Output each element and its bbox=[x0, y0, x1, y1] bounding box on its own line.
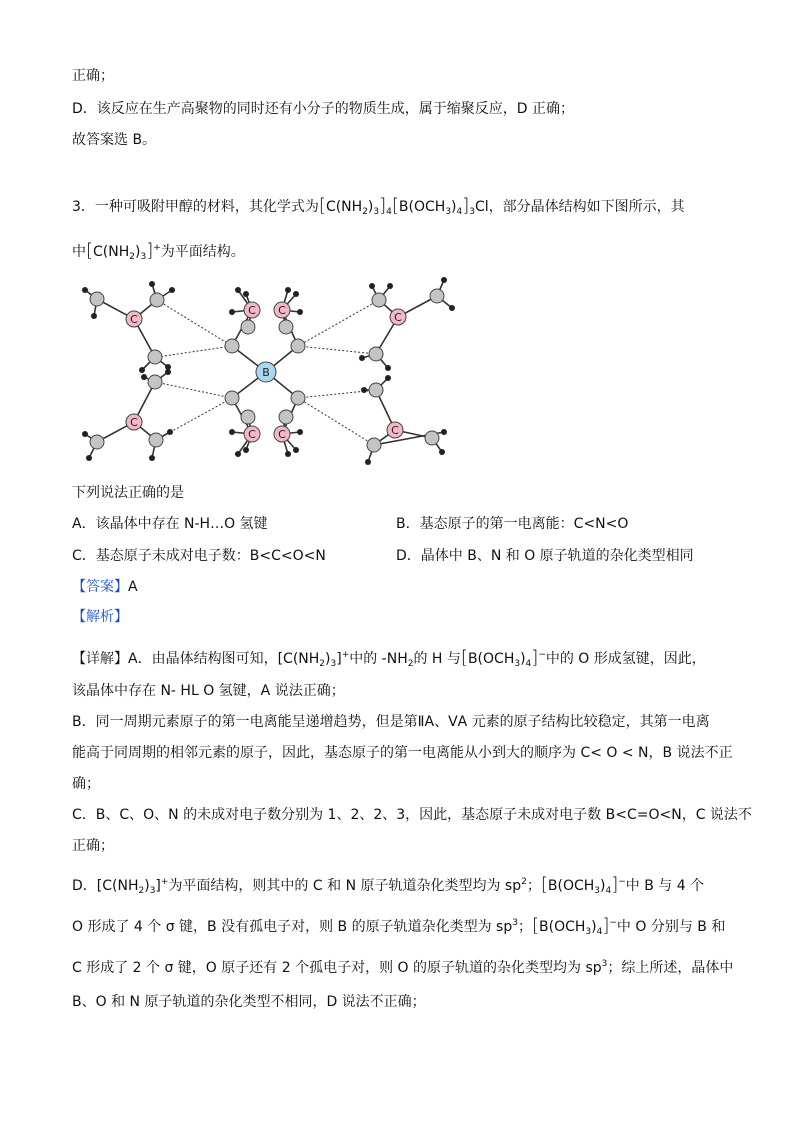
formula-text: ] bbox=[336, 651, 342, 667]
question-text: 3．一种可吸附甲醇的材料，其化学式为 bbox=[72, 199, 319, 215]
question-stem: 下列说法正确的是 bbox=[72, 485, 184, 501]
formula-text: [C(NH bbox=[277, 651, 320, 667]
atom-label: C bbox=[130, 313, 138, 326]
hydrogen-atom bbox=[82, 431, 88, 437]
bracket: [ bbox=[391, 195, 399, 216]
formula-text: ) bbox=[451, 199, 457, 215]
nitrogen-atom bbox=[148, 350, 162, 364]
bracket: ] bbox=[602, 915, 610, 936]
superscript: − bbox=[618, 877, 626, 887]
formula-text: B(OCH bbox=[547, 878, 595, 894]
explain-b-line-2: 能高于同周期的相邻元素的原子，因此，基态原子的第一电离能从小到大的顺序为 C< O < N，B 说法不正 bbox=[72, 745, 733, 761]
explain-text: 中的 O 形成氢键，因此， bbox=[545, 651, 706, 667]
bracket: ] bbox=[531, 647, 539, 668]
hydrogen-bond bbox=[298, 398, 374, 445]
bracket: [ bbox=[540, 874, 548, 895]
subscript: 3 bbox=[585, 927, 592, 937]
hydrogen-atom bbox=[243, 291, 249, 297]
nitrogen-atom bbox=[149, 433, 163, 447]
hydrogen-bond bbox=[157, 346, 232, 357]
subscript: 3 bbox=[373, 207, 380, 217]
nitrogen-atom bbox=[150, 293, 164, 307]
formula-text: C(NH bbox=[325, 199, 363, 215]
hydrogen-atom bbox=[82, 287, 88, 293]
oxygen-atom bbox=[279, 410, 293, 424]
nitrogen-atom bbox=[369, 383, 383, 397]
nitrogen-atom bbox=[425, 431, 439, 445]
nitrogen-atom bbox=[430, 289, 444, 303]
question-text: 为平面结构。 bbox=[160, 244, 245, 260]
question-line-1 bbox=[72, 196, 685, 222]
hydrogen-atom bbox=[229, 309, 235, 315]
hydrogen-atom bbox=[293, 291, 299, 297]
answer-label: 【答案】 bbox=[72, 579, 128, 595]
subscript: 4 bbox=[525, 659, 532, 669]
subscript: 4 bbox=[605, 886, 612, 896]
subscript: 2 bbox=[129, 252, 136, 262]
explain-text: C 形成了 2 个 σ 键，O 原子还有 2 个孤电子对，则 O 的原子轨道的杂化类型均为 sp bbox=[72, 960, 602, 976]
explain-d-line-1 bbox=[72, 872, 704, 901]
hydrogen-bond bbox=[298, 300, 379, 346]
hydrogen-atom bbox=[365, 459, 371, 465]
bracket: ] bbox=[146, 240, 154, 261]
formula-text: ) bbox=[591, 919, 597, 935]
hydrogen-bond bbox=[155, 382, 232, 398]
superscript: − bbox=[538, 650, 546, 660]
formula-text: ) bbox=[520, 651, 526, 667]
oxygen-atom bbox=[241, 410, 255, 424]
explain-text: ；综上所述，晶体中 bbox=[607, 960, 734, 976]
explain-d-line-3 bbox=[72, 954, 733, 978]
detail-label: 【详解】 bbox=[72, 651, 128, 667]
hydrogen-atom bbox=[293, 447, 299, 453]
subscript: 3 bbox=[330, 659, 337, 669]
subscript: 2 bbox=[319, 659, 326, 669]
explain-text: ； bbox=[517, 919, 532, 935]
explain-text: 的 H 与 bbox=[413, 651, 461, 667]
option-d: D．晶体中 B、N 和 O 原子轨道的杂化类型相同 bbox=[396, 548, 694, 564]
atom-label: C bbox=[391, 424, 399, 437]
hydrogen-atom bbox=[229, 429, 235, 435]
hydrogen-atom bbox=[235, 287, 241, 293]
hydrogen-atom bbox=[297, 429, 303, 435]
hydrogen-atom bbox=[235, 451, 241, 457]
explain-b-line-1: B．同一周期元素原子的第一电离能呈递增趋势，但是第ⅡA、ⅤA 元素的原子结构比较稳定，其第一电离 bbox=[72, 714, 710, 730]
answer-value: A bbox=[128, 579, 138, 595]
hydrogen-atom bbox=[387, 283, 393, 289]
explain-d-line-2 bbox=[72, 913, 725, 942]
hydrogen-atom bbox=[167, 429, 173, 435]
explain-a-line-1 bbox=[72, 645, 706, 674]
hydrogen-atom bbox=[285, 287, 291, 293]
nitrogen-atom bbox=[369, 347, 383, 361]
explain-text: 为平面结构，则其中的 C 和 N 原子轨道杂化类型均为 sp bbox=[168, 878, 522, 894]
hydrogen-atom bbox=[359, 355, 365, 361]
analysis-label bbox=[72, 607, 128, 627]
explain-b-line-3: 确； bbox=[72, 776, 100, 792]
crystal-structure-diagram bbox=[72, 272, 472, 468]
explain-text: 中 B 与 4 个 bbox=[625, 878, 705, 894]
bracket: ] bbox=[462, 195, 470, 216]
atom-label: C bbox=[278, 304, 286, 317]
formula-text: Cl bbox=[475, 199, 489, 215]
formula-text: ) bbox=[600, 878, 606, 894]
hydrogen-bond bbox=[157, 300, 232, 346]
explain-c-line-1: C．B、C、O、N 的未成对电子数分别为 1、2、2、3，因此，基态原子未成对电子数 B<C=O<N，C 说法不 bbox=[72, 807, 752, 823]
nitrogen-atom bbox=[148, 375, 162, 389]
nitrogen-atom bbox=[372, 293, 386, 307]
formula-text: ) bbox=[144, 878, 150, 894]
hydrogen-atom bbox=[86, 455, 92, 461]
hydrogen-atom bbox=[139, 367, 145, 373]
explain-text: D． bbox=[72, 878, 97, 894]
bracket: [ bbox=[531, 915, 540, 936]
hydrogen-atom bbox=[369, 283, 375, 289]
atom-label: C bbox=[394, 311, 402, 324]
bracket: [ bbox=[318, 195, 326, 216]
oxygen-atom bbox=[225, 391, 239, 405]
hydrogen-atom bbox=[165, 369, 171, 375]
text-line: 故答案选 B。 bbox=[72, 132, 157, 148]
hydrogen-atom bbox=[149, 281, 155, 287]
option-b: B．基态原子的第一电离能：C<N<O bbox=[396, 516, 629, 532]
hydrogen-atom bbox=[441, 277, 447, 283]
formula-text: [C(NH bbox=[96, 878, 139, 894]
subscript: 3 bbox=[514, 659, 521, 669]
bracket: ] bbox=[611, 874, 619, 895]
superscript: + bbox=[153, 243, 161, 253]
explain-text: 中 O 分别与 B 和 bbox=[616, 919, 726, 935]
subscript: 2 bbox=[138, 886, 145, 896]
text-line: 正确； bbox=[72, 68, 114, 84]
formula-text: B(OCH bbox=[539, 919, 586, 935]
subscript: 4 bbox=[596, 927, 603, 937]
superscript: 2 bbox=[521, 877, 527, 887]
formula-text: C(NH bbox=[93, 244, 130, 260]
option-c: C．基态原子未成对电子数：B<C<O<N bbox=[72, 548, 326, 564]
oxygen-atom bbox=[241, 320, 255, 334]
hydrogen-atom bbox=[243, 447, 249, 453]
answer-line bbox=[72, 577, 138, 597]
hydrogen-atom bbox=[385, 365, 391, 371]
explain-text: A．由晶体结构图可知， bbox=[128, 651, 278, 667]
oxygen-atom bbox=[225, 339, 239, 353]
nitrogen-atom bbox=[90, 435, 104, 449]
explain-a-line-2: 该晶体中存在 N- HL O 氢键，A 说法正确； bbox=[72, 683, 345, 699]
atom-label: C bbox=[248, 428, 256, 441]
subscript: 4 bbox=[386, 207, 392, 217]
hydrogen-atom bbox=[169, 287, 175, 293]
bracket: [ bbox=[460, 647, 468, 668]
explain-d-line-4: B、O 和 N 原子轨道的杂化类型不相同，D 说法不正确； bbox=[72, 994, 426, 1010]
subscript: 3 bbox=[140, 252, 147, 262]
superscript: − bbox=[609, 918, 617, 928]
formula-text: ] bbox=[155, 878, 161, 894]
subscript: 3 bbox=[149, 886, 156, 896]
subscript: 4 bbox=[456, 207, 463, 217]
hydrogen-atom bbox=[361, 387, 367, 393]
hydrogen-bond bbox=[298, 346, 376, 354]
superscript: + bbox=[341, 650, 350, 660]
explain-c-line-2: 正确； bbox=[72, 838, 114, 854]
superscript: + bbox=[160, 877, 169, 887]
explain-text: 中的 -NH bbox=[349, 651, 408, 667]
hydrogen-atom bbox=[449, 305, 455, 311]
formula-text: ) bbox=[325, 651, 331, 667]
question-text: 中 bbox=[72, 244, 86, 260]
hydrogen-atom bbox=[297, 309, 303, 315]
hydrogen-atom bbox=[149, 455, 155, 461]
subscript: 3 bbox=[445, 207, 452, 217]
subscript: 2 bbox=[407, 659, 414, 669]
bracket: [ bbox=[86, 240, 94, 261]
subscript: 3 bbox=[469, 207, 476, 217]
hydrogen-atom bbox=[385, 375, 391, 381]
formula-text: B(OCH bbox=[398, 199, 446, 215]
option-a: A．该晶体中存在 N-H…O 氢键 bbox=[72, 516, 268, 532]
question-text: ，部分晶体结构如下图所示，其 bbox=[488, 199, 685, 215]
hydrogen-atom bbox=[441, 429, 447, 435]
explain-text: O 形成了 4 个 σ 键，B 没有孤电子对，则 B 的原子轨道杂化类型为 sp bbox=[72, 919, 513, 935]
superscript: 3 bbox=[601, 959, 608, 969]
hydrogen-atom bbox=[439, 449, 445, 455]
oxygen-atom bbox=[291, 391, 305, 405]
atom-label: C bbox=[130, 416, 138, 429]
text-line: D．该反应在生产高聚物的同时还有小分子的物质生成，属于缩聚反应，D 正确； bbox=[72, 101, 575, 117]
formula-text: ) bbox=[135, 244, 141, 260]
hydrogen-atom bbox=[285, 451, 291, 457]
bracket: ] bbox=[379, 195, 387, 216]
hydrogen-atom bbox=[141, 374, 147, 380]
oxygen-atom bbox=[291, 339, 305, 353]
atom-label: B bbox=[262, 366, 270, 379]
subscript: 2 bbox=[362, 207, 368, 217]
analysis-label-text: 【解析】 bbox=[72, 609, 128, 625]
explain-text: ； bbox=[526, 878, 541, 894]
formula-text: ) bbox=[367, 199, 374, 215]
nitrogen-atom bbox=[367, 438, 381, 452]
formula-text: B(OCH bbox=[467, 651, 515, 667]
oxygen-atom bbox=[279, 320, 293, 334]
subscript: 3 bbox=[594, 886, 601, 896]
atom-label: C bbox=[278, 428, 286, 441]
atom-label: C bbox=[248, 304, 256, 317]
hydrogen-atom bbox=[91, 313, 97, 319]
question-line-2 bbox=[72, 238, 245, 267]
nitrogen-atom bbox=[90, 292, 104, 306]
superscript: 3 bbox=[512, 918, 518, 928]
